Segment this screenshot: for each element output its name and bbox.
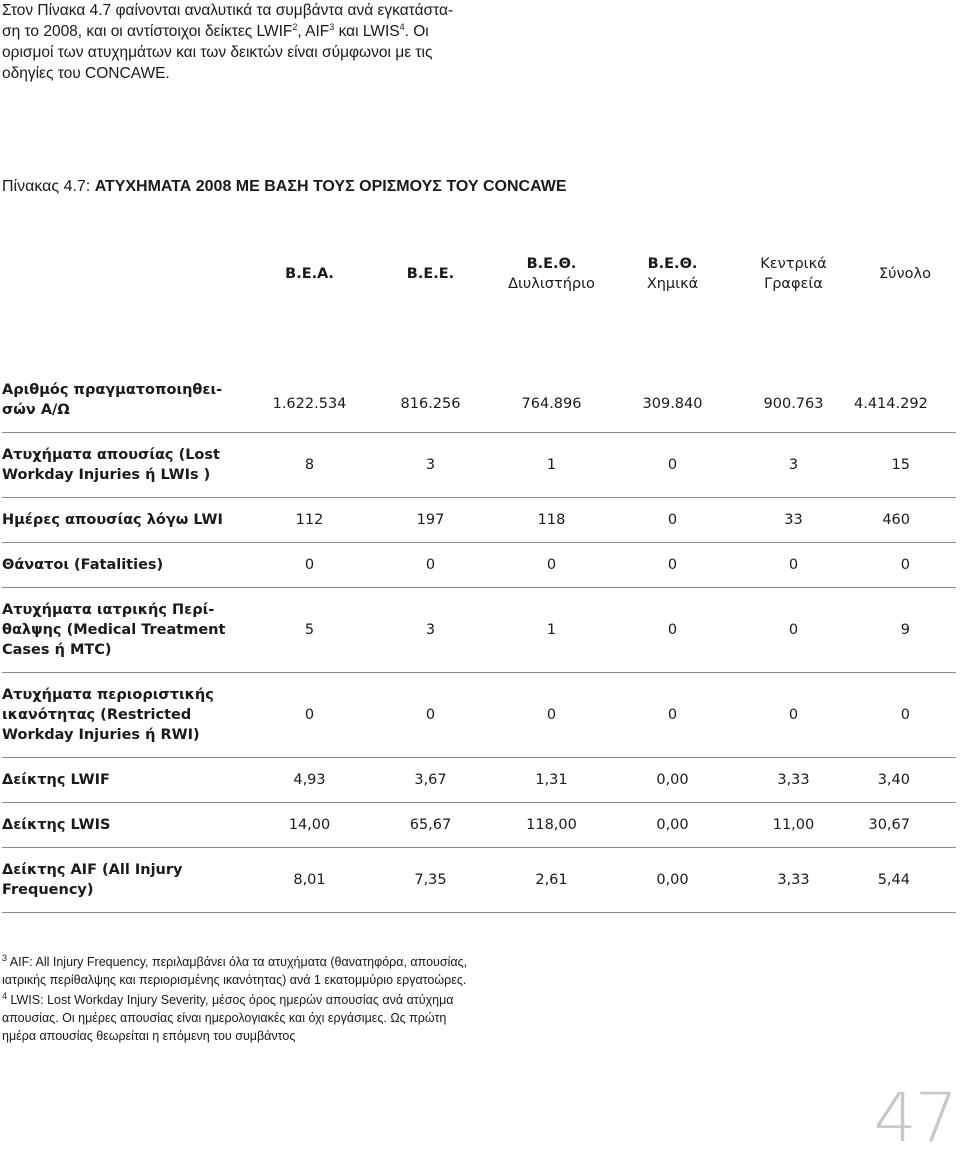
row-label: Δείκτης LWIS: [2, 803, 249, 848]
superscript: 2: [292, 21, 298, 32]
cell-value: 1.622.534: [249, 308, 370, 433]
intro-line: Στον Πίνακα 4.7 φαίνονται αναλυτικά τα συμβάντα ανά εγκατάστα-: [2, 2, 454, 19]
footnote-text: AIF: All Injury Frequency, περιλαμβάνει όλα τα ατυχήματα (θανατηφόρα, απουσίας, ιατρικής περίθαλψης και περιορισμένης ικανότητας) ανά 1 εκατομμύριο εργατοώρες.: [2, 955, 468, 987]
row-label: Δείκτης AIF (All Injury Frequency): [2, 848, 249, 913]
cell-value: 0: [733, 588, 854, 673]
cell-value: 112: [249, 498, 370, 543]
intro-line: οδηγίες του CONCAWE.: [2, 65, 170, 82]
cell-value: 11,00: [733, 803, 854, 848]
cell-value: 118,00: [491, 803, 612, 848]
cell-value: 4,93: [249, 758, 370, 803]
cell-value: 1: [491, 433, 612, 498]
superscript: 4: [399, 21, 405, 32]
cell-value: 33: [733, 498, 854, 543]
row-label: Αριθμός πραγματοποιηθει-σών Α/Ω: [2, 308, 249, 433]
header-line: Σύνολο: [879, 266, 931, 282]
header-total: [854, 250, 956, 308]
intro-text: . Οι: [404, 23, 429, 40]
cell-value: 3: [370, 433, 491, 498]
cell-value: 30,67: [854, 803, 956, 848]
cell-value: 0: [249, 543, 370, 588]
table-row: [2, 588, 956, 673]
cell-value: 197: [370, 498, 491, 543]
row-label: Ημέρες απουσίας λόγω LWI: [2, 498, 249, 543]
cell-value: 0,00: [612, 848, 733, 913]
page-number: 47: [873, 1079, 956, 1158]
intro-paragraph: [2, 0, 472, 84]
cell-value: 0: [491, 673, 612, 758]
header-line: Β.Ε.Θ.: [526, 256, 577, 272]
intro-line: [2, 21, 472, 42]
header-empty: [2, 250, 249, 308]
cell-value: 0: [854, 673, 956, 758]
cell-value: 309.840: [612, 308, 733, 433]
table-row: [2, 673, 956, 758]
header-veth-refinery: [491, 250, 612, 308]
table-title: [2, 178, 567, 196]
cell-value: 7,35: [370, 848, 491, 913]
cell-value: 8,01: [249, 848, 370, 913]
accidents-table: [2, 250, 956, 913]
cell-value: 764.896: [491, 308, 612, 433]
header-vea: Β.Ε.Α.: [285, 266, 334, 282]
footnote-4: [2, 991, 472, 1045]
cell-value: 0: [612, 673, 733, 758]
cell-value: 0: [612, 588, 733, 673]
cell-value: 8: [249, 433, 370, 498]
cell-value: 2,61: [491, 848, 612, 913]
cell-value: 9: [854, 588, 956, 673]
cell-value: 1: [491, 588, 612, 673]
table-row: [2, 498, 956, 543]
header-line: Κεντρικά: [760, 256, 827, 272]
cell-value: 900.763: [733, 308, 854, 433]
footnote-text: LWIS: Lost Workday Injury Severity, μέσος όρος ημερών απουσίας ανά ατύχημα απουσίας. Οι ημέρες απουσίας είναι ημερολογιακές και όχι εργάσιμες. Ως πρώτη ημέρα απουσίας θεωρείται η επόμενη του συμβάντος: [2, 993, 454, 1043]
row-label: Ατυχήματα περιοριστικής ικανότητας (Restricted Workday Injuries ή RWI): [2, 673, 249, 758]
cell-value: 0,00: [612, 758, 733, 803]
table-header-row: [2, 250, 956, 308]
table-title-text: ΑΤΥΧΗΜΑΤΑ 2008 ΜΕ ΒΑΣΗ ΤΟΥΣ ΟΡΙΣΜΟΥΣ ΤΟΥ CONCAWE: [94, 178, 567, 195]
intro-line: ορισμοί των ατυχημάτων και των δεικτών είναι σύμφωνοι με τις: [2, 44, 433, 61]
cell-value: 14,00: [249, 803, 370, 848]
cell-value: 0: [612, 543, 733, 588]
superscript: 4: [2, 990, 8, 1001]
cell-value: 1,31: [491, 758, 612, 803]
cell-value: 0: [733, 543, 854, 588]
header-line: Διυλιστήριο: [508, 276, 595, 292]
cell-value: 5,44: [854, 848, 956, 913]
superscript: 3: [329, 21, 335, 32]
cell-value: 3,33: [733, 848, 854, 913]
cell-value: 3,33: [733, 758, 854, 803]
intro-text: και LWIS: [334, 23, 400, 40]
cell-value: 0: [612, 498, 733, 543]
cell-value: 3,67: [370, 758, 491, 803]
header-line: Β.Ε.Θ.: [647, 256, 698, 272]
cell-value: 0: [370, 673, 491, 758]
header-line: Γραφεία: [764, 276, 823, 292]
table-title-lead: Πίνακας 4.7:: [2, 178, 95, 195]
cell-value: 0: [370, 543, 491, 588]
header-head-offices: [733, 250, 854, 308]
cell-value: 3: [370, 588, 491, 673]
cell-value: 65,67: [370, 803, 491, 848]
superscript: 3: [2, 952, 8, 963]
intro-text: , AIF: [297, 23, 330, 40]
header-vee: Β.Ε.Ε.: [406, 266, 455, 282]
cell-value: 460: [854, 498, 956, 543]
cell-value: 0,00: [612, 803, 733, 848]
header-veth-chemicals: [612, 250, 733, 308]
cell-value: 118: [491, 498, 612, 543]
table-row: [2, 803, 956, 848]
footnote-3: [2, 953, 472, 989]
row-label: Ατυχήματα απουσίας (Lost Workday Injuries ή LWIs ): [2, 433, 249, 498]
table-row: [2, 543, 956, 588]
footnotes: [2, 953, 472, 1047]
header-line: Χημικά: [646, 276, 699, 292]
table-row: [2, 433, 956, 498]
cell-value: 0: [612, 433, 733, 498]
cell-value: 15: [854, 433, 956, 498]
cell-value: 0: [491, 543, 612, 588]
cell-value: 3: [733, 433, 854, 498]
cell-value: 3,40: [854, 758, 956, 803]
cell-value: 816.256: [370, 308, 491, 433]
table-row: [2, 758, 956, 803]
table-row: [2, 848, 956, 913]
row-label: Ατυχήματα ιατρικής Περί-θαλψης (Medical Treatment Cases ή MTC): [2, 588, 249, 673]
table-row: [2, 308, 956, 433]
cell-value: 0: [249, 673, 370, 758]
cell-value: 0: [854, 543, 956, 588]
cell-value: 5: [249, 588, 370, 673]
row-label: Δείκτης LWIF: [2, 758, 249, 803]
cell-value: 0: [733, 673, 854, 758]
row-label: Θάνατοι (Fatalities): [2, 543, 249, 588]
intro-text: ση το 2008, και οι αντίστοιχοι δείκτες LWIF: [2, 23, 293, 40]
cell-value: 4.414.292: [854, 308, 956, 433]
